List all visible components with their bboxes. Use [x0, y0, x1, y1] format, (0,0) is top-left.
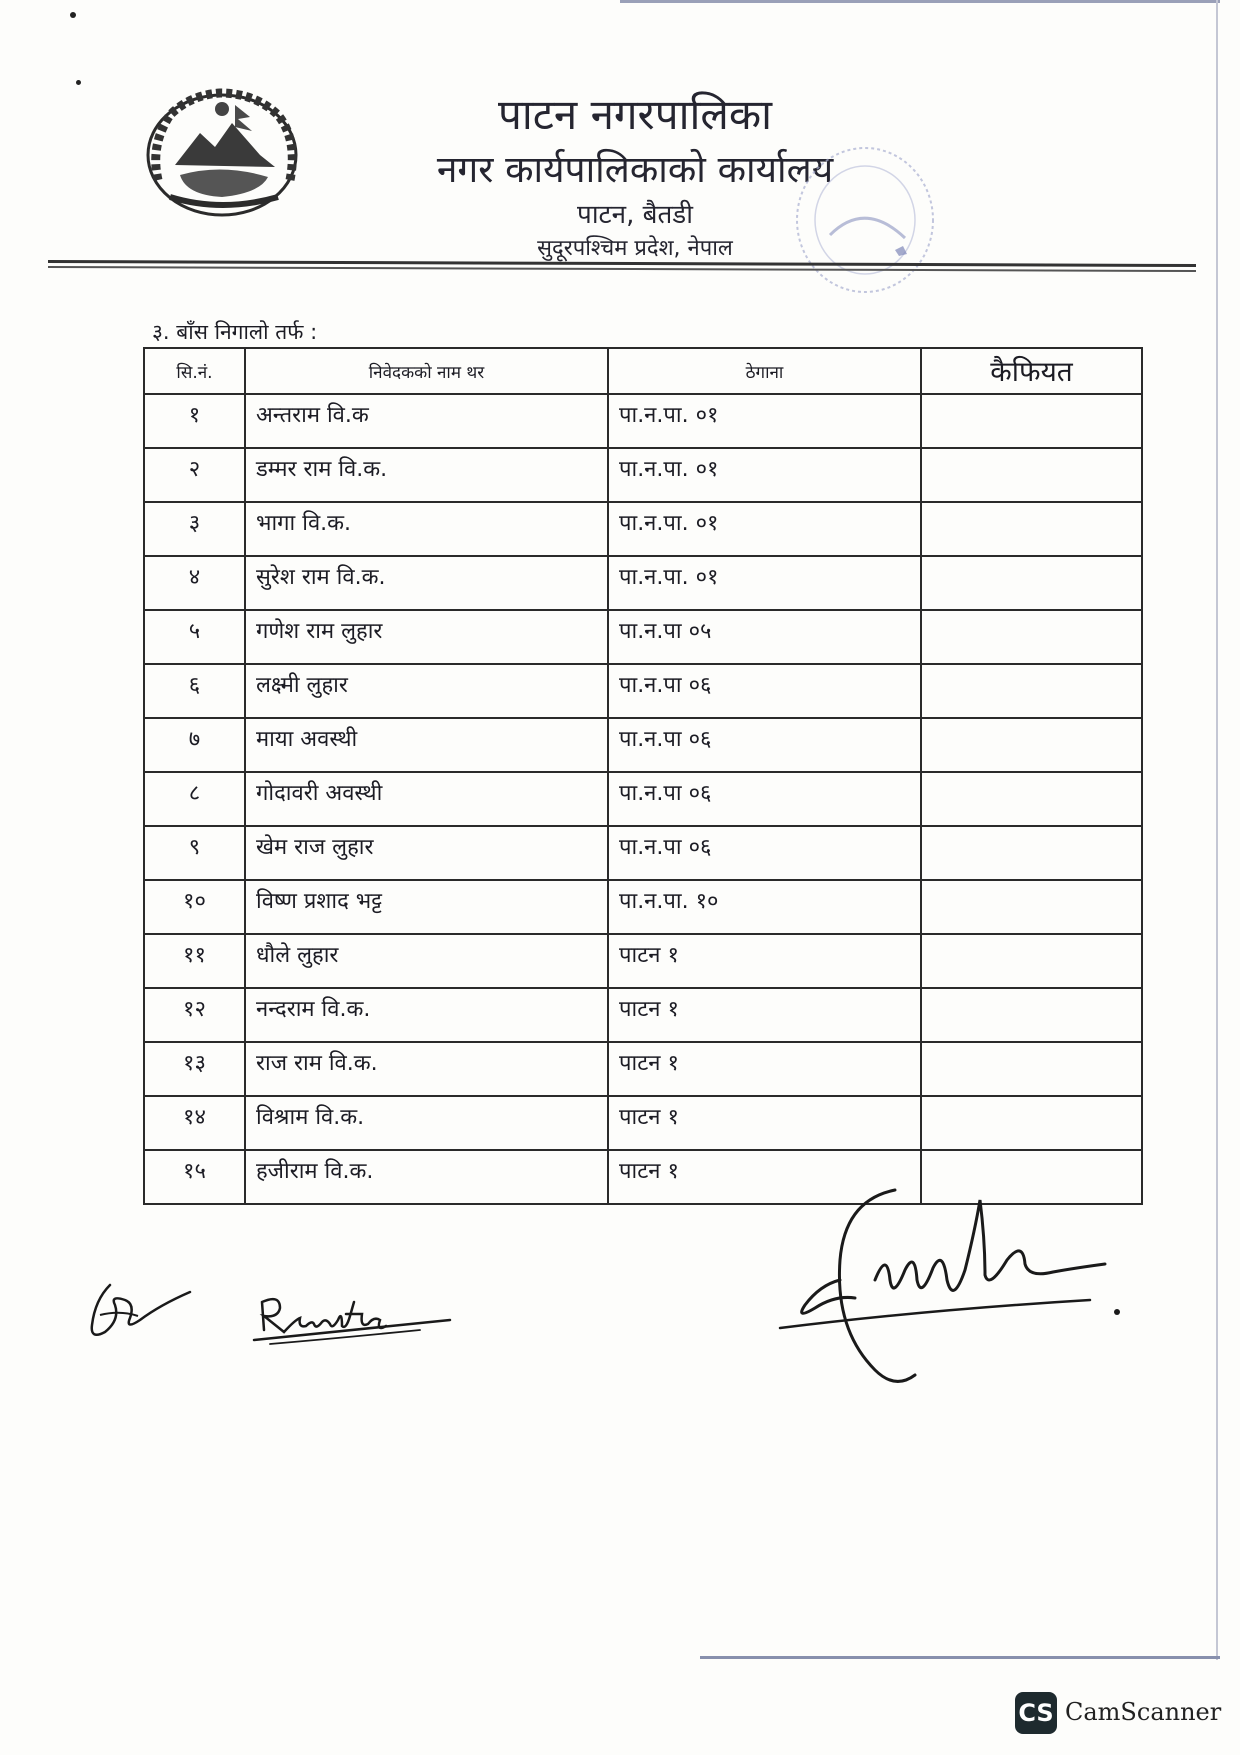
header-rule	[48, 266, 1196, 272]
cell-address: पा.न.पा. ०१	[608, 556, 921, 610]
table-row	[144, 448, 1142, 502]
cell-remarks	[921, 880, 1142, 934]
cell-sn: ८	[144, 772, 245, 826]
office-province: सुदूरपश्चिम प्रदेश, नेपाल	[537, 236, 733, 261]
cell-remarks	[921, 556, 1142, 610]
cell-sn: १०	[144, 880, 245, 934]
signature-ramita	[250, 1280, 460, 1350]
cell-name: गोदावरी अवस्थी	[245, 772, 608, 826]
cell-sn: १५	[144, 1150, 245, 1204]
cell-remarks	[921, 934, 1142, 988]
table-row	[144, 664, 1142, 718]
column-header-address: ठेगाना	[608, 348, 921, 394]
cell-name: लक्ष्मी लुहार	[245, 664, 608, 718]
cell-sn: ४	[144, 556, 245, 610]
cell-sn: ११	[144, 934, 245, 988]
column-header-name: निवेदकको नाम थर	[245, 348, 608, 394]
org-name: पाटन नगरपालिका	[498, 90, 772, 139]
cell-sn: १	[144, 394, 245, 448]
cell-address: पा.न.पा. ०१	[608, 448, 921, 502]
cell-address: पाटन १	[608, 934, 921, 988]
cell-name: हजीराम वि.क.	[245, 1150, 608, 1204]
cell-remarks	[921, 1096, 1142, 1150]
cell-name: भागा वि.क.	[245, 502, 608, 556]
cell-sn: १३	[144, 1042, 245, 1096]
office-name: नगर कार्यपालिकाको कार्यालय	[436, 148, 834, 191]
cell-name: गणेश राम लुहार	[245, 610, 608, 664]
cell-sn: १२	[144, 988, 245, 1042]
scan-edge-bottom	[700, 1656, 1220, 1659]
cell-name: धौले लुहार	[245, 934, 608, 988]
cell-sn: ७	[144, 718, 245, 772]
table-row	[144, 1096, 1142, 1150]
cell-name: खेम राज लुहार	[245, 826, 608, 880]
cell-name: विश्राम वि.क.	[245, 1096, 608, 1150]
cell-name: राज राम वि.क.	[245, 1042, 608, 1096]
cell-remarks	[921, 988, 1142, 1042]
table-row	[144, 718, 1142, 772]
section-title: ३. बाँस निगालो तर्फ :	[152, 320, 318, 344]
cell-address: पाटन १	[608, 1042, 921, 1096]
cell-remarks	[921, 718, 1142, 772]
column-header-sn: सि.नं.	[144, 348, 245, 394]
cell-address: पा.न.पा ०५	[608, 610, 921, 664]
table-header-row	[144, 348, 1142, 394]
table-row	[144, 772, 1142, 826]
cell-remarks	[921, 664, 1142, 718]
table-row	[144, 934, 1142, 988]
table-row	[144, 556, 1142, 610]
cell-sn: २	[144, 448, 245, 502]
table-row	[144, 880, 1142, 934]
cell-address: पा.न.पा. ०१	[608, 394, 921, 448]
cell-name: अन्तराम वि.क	[245, 394, 608, 448]
camscanner-watermark	[1015, 1690, 1222, 1738]
cell-remarks	[921, 394, 1142, 448]
cell-address: पा.न.पा ०६	[608, 718, 921, 772]
scan-dot	[70, 12, 76, 18]
cell-sn: ६	[144, 664, 245, 718]
cell-address: पाटन १	[608, 1096, 921, 1150]
cell-remarks	[921, 610, 1142, 664]
table-row	[144, 610, 1142, 664]
signature-right	[775, 1180, 1135, 1400]
cell-remarks	[921, 502, 1142, 556]
cell-address: पाटन १	[608, 1150, 921, 1204]
cell-name: नन्दराम वि.क.	[245, 988, 608, 1042]
table-row	[144, 394, 1142, 448]
cell-sn: १४	[144, 1096, 245, 1150]
cell-address: पा.न.पा ०६	[608, 772, 921, 826]
table-row	[144, 1042, 1142, 1096]
camscanner-brand: CamScanner	[1065, 1698, 1222, 1726]
cell-sn: ३	[144, 502, 245, 556]
camscanner-logo-icon: CS	[1015, 1692, 1057, 1734]
office-stamp	[790, 140, 940, 300]
cell-name: सुरेश राम वि.क.	[245, 556, 608, 610]
applicant-table	[143, 347, 1143, 1205]
cell-remarks	[921, 826, 1142, 880]
cell-name: विष्ण प्रशाद भट्ट	[245, 880, 608, 934]
cell-sn: ५	[144, 610, 245, 664]
table-row	[144, 502, 1142, 556]
cell-remarks	[921, 772, 1142, 826]
cell-address: पाटन १	[608, 988, 921, 1042]
cell-address: पा.न.पा. १०	[608, 880, 921, 934]
table-row	[144, 988, 1142, 1042]
cell-remarks	[921, 448, 1142, 502]
office-location: पाटन, बैतडी	[577, 200, 693, 230]
cell-remarks	[921, 1042, 1142, 1096]
table-row	[144, 826, 1142, 880]
cell-name: माया अवस्थी	[245, 718, 608, 772]
column-header-remarks: कैफियत	[921, 348, 1142, 394]
signature-left	[80, 1270, 200, 1350]
cell-name: डम्मर राम वि.क.	[245, 448, 608, 502]
cell-sn: ९	[144, 826, 245, 880]
cell-address: पा.न.पा. ०१	[608, 502, 921, 556]
cell-address: पा.न.पा ०६	[608, 826, 921, 880]
cell-address: पा.न.पा ०६	[608, 664, 921, 718]
scan-edge-top	[620, 0, 1220, 3]
